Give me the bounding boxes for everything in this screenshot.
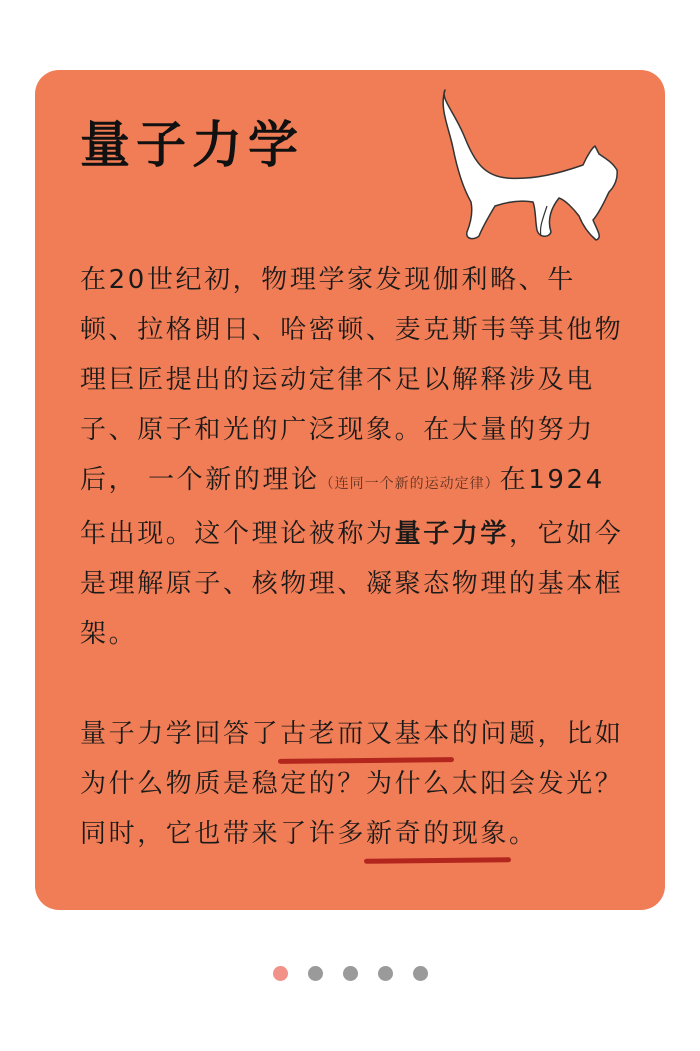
paragraph-2-text-c: 。 bbox=[509, 819, 538, 849]
page-dot-3[interactable] bbox=[343, 966, 358, 981]
page-dot-4[interactable] bbox=[378, 966, 393, 981]
paragraph-2-text-b: 的问题，比如为什么物质是稳定的？为什么太阳会发光？同时，它也带来了许多 bbox=[80, 719, 624, 849]
content-card bbox=[35, 70, 665, 910]
underlined-phrase-1: 古老而又基本 bbox=[280, 709, 452, 759]
cat-illustration bbox=[435, 88, 625, 243]
paragraph-2-text-a: 量子力学回答了 bbox=[80, 719, 281, 749]
underlined-phrase-2: 新奇的现象 bbox=[366, 809, 509, 859]
card-title: 量子力学 bbox=[80, 116, 304, 174]
pagination-dots bbox=[0, 966, 700, 981]
paragraph-1-text-c: ，它如今是理解原子、核物理、凝聚态物理的基本框架。 bbox=[80, 519, 624, 649]
small-note: （连同一个新的运动定律） bbox=[319, 476, 500, 492]
paragraph-2 bbox=[80, 709, 625, 859]
page-dot-5[interactable] bbox=[413, 966, 428, 981]
paragraph-1-text-a: 在20世纪初，物理学家发现伽利略、牛顿、拉格朗日、哈密顿、麦克斯韦等其他物理巨匠提出的运动定律不足以解释涉及电子、原子和光的广泛现象。在大量的努力后， 一个新的理论 bbox=[80, 265, 624, 495]
page-dot-1[interactable] bbox=[273, 966, 288, 981]
paragraph-1-text-b: 在1924年出现。这个理论被称为 bbox=[80, 465, 605, 549]
page-dot-2[interactable] bbox=[308, 966, 323, 981]
bold-term: 量子力学 bbox=[394, 519, 510, 549]
card-body bbox=[80, 255, 625, 859]
paragraph-1 bbox=[80, 255, 625, 659]
